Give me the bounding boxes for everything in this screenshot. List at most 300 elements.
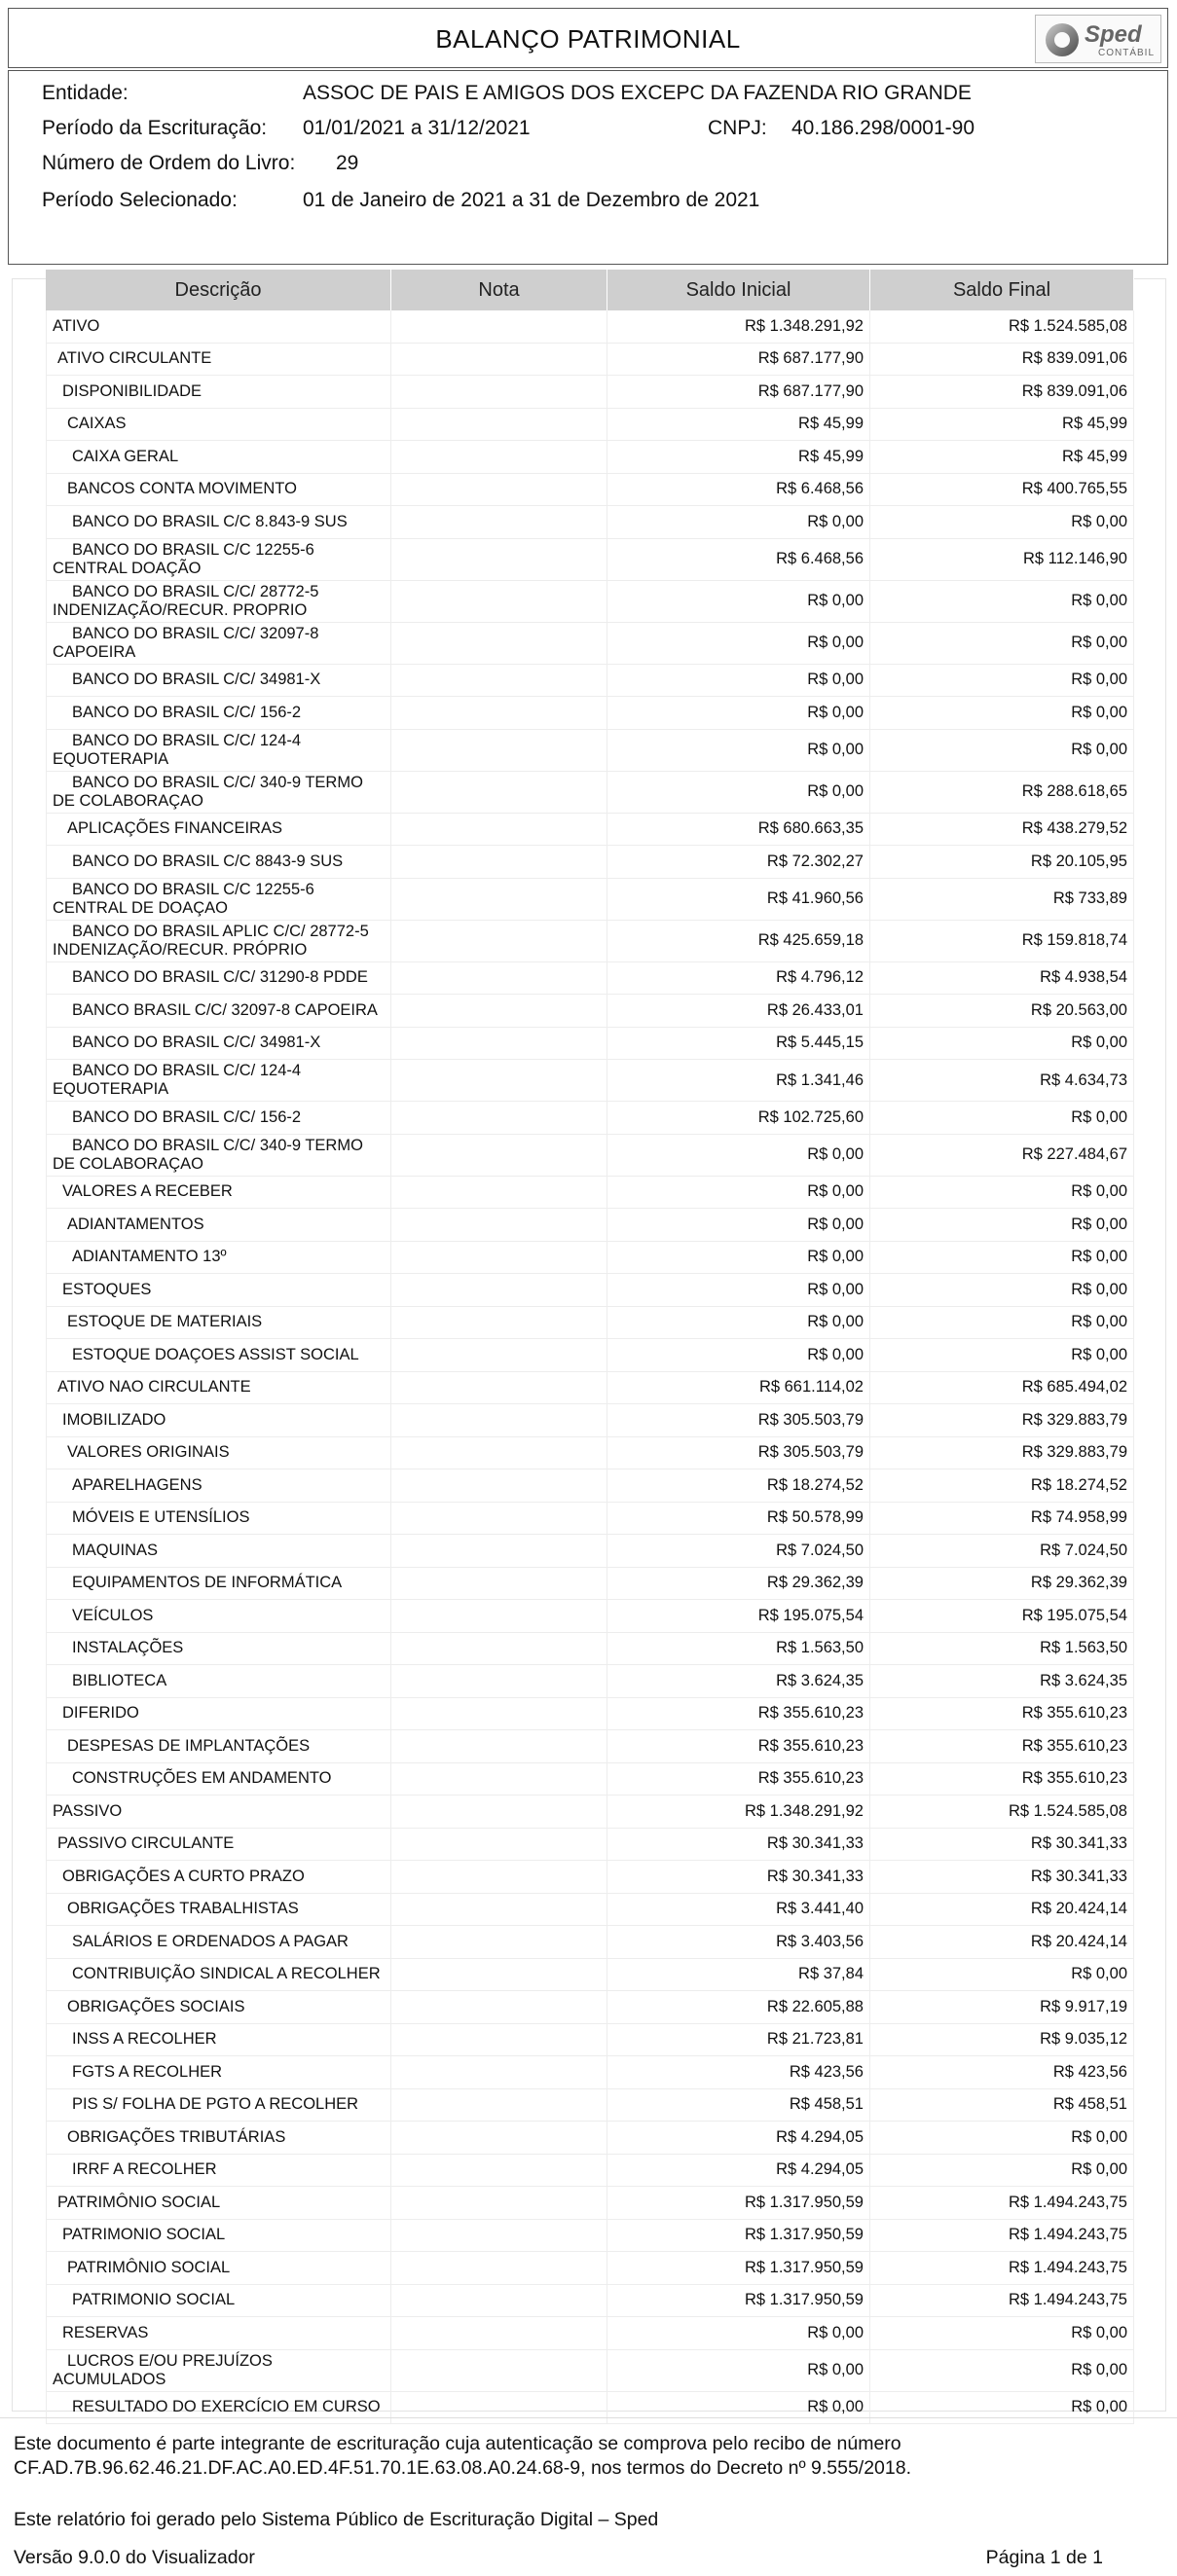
row-description — [46, 1339, 391, 1372]
row-saldo-final: R$ 0,00 — [870, 1307, 1134, 1340]
table-row — [46, 1372, 1134, 1405]
row-description-text — [47, 1346, 359, 1364]
row-saldo-final: R$ 18.274,52 — [870, 1469, 1134, 1503]
row-nota — [391, 1404, 607, 1437]
row-nota — [391, 2089, 607, 2122]
row-saldo-inicial: R$ 37,84 — [607, 1959, 870, 1992]
row-nota — [391, 2392, 607, 2425]
table-row — [46, 1242, 1134, 1275]
row-saldo-final: R$ 685.494,02 — [870, 1372, 1134, 1405]
row-saldo-inicial: R$ 3.441,40 — [607, 1894, 870, 1927]
row-saldo-final: R$ 0,00 — [870, 506, 1134, 539]
table-row — [46, 1568, 1134, 1601]
row-description — [46, 730, 391, 772]
row-saldo-inicial: R$ 5.445,15 — [607, 1028, 870, 1061]
row-nota — [391, 1861, 607, 1894]
row-description — [46, 474, 391, 507]
row-nota — [391, 539, 607, 581]
table-row — [46, 1307, 1134, 1340]
row-saldo-inicial: R$ 305.503,79 — [607, 1437, 870, 1470]
row-saldo-inicial: R$ 0,00 — [607, 1339, 870, 1372]
table-row — [46, 962, 1134, 996]
row-description-line1: BANCO DO BRASIL C/C 8.843-9 SUS — [72, 512, 348, 530]
sped-logo-subtext: CONTÁBIL — [1098, 48, 1156, 58]
row-description-line1: BANCO BRASIL C/C/ 32097-8 CAPOEIRA — [72, 1000, 378, 1019]
table-row — [46, 1763, 1134, 1796]
table-row — [46, 665, 1134, 698]
row-saldo-final: R$ 0,00 — [870, 2350, 1134, 2392]
row-nota — [391, 1633, 607, 1666]
row-saldo-final: R$ 0,00 — [870, 697, 1134, 730]
row-nota — [391, 1060, 607, 1102]
row-nota — [391, 1135, 607, 1177]
row-nota — [391, 2285, 607, 2318]
entidade-value: ASSOC DE PAIS E AMIGOS DOS EXCEPC DA FAZENDA RIO GRANDE — [303, 82, 972, 104]
row-nota — [391, 441, 607, 474]
row-description — [46, 995, 391, 1028]
row-description — [46, 2317, 391, 2350]
row-saldo-inicial: R$ 1.341,46 — [607, 1060, 870, 1102]
row-description — [46, 581, 391, 623]
row-nota — [391, 1503, 607, 1536]
table-row — [46, 1829, 1134, 1862]
row-description — [46, 1274, 391, 1307]
row-nota — [391, 2056, 607, 2089]
row-description-line1: OBRIGAÇÕES A CURTO PRAZO — [62, 1867, 305, 1885]
row-description — [46, 2220, 391, 2253]
table-row — [46, 1028, 1134, 1061]
row-description — [46, 1633, 391, 1666]
row-description-line1: BANCO DO BRASIL C/C/ 32097-8 — [72, 624, 319, 642]
table-row — [46, 1404, 1134, 1437]
footer-authentication-line2: CF.AD.7B.96.62.46.21.DF.AC.A0.ED.4F.51.70.1E.63.08.A0.24.68-9, nos termos do Decreto nº 9.555/2018. — [14, 2457, 912, 2479]
header-nota: Nota — [391, 270, 607, 310]
row-description-line1: VEÍCULOS — [72, 1606, 154, 1624]
row-saldo-inicial: R$ 0,00 — [607, 1242, 870, 1275]
row-description-line1: BANCO DO BRASIL C/C/ 31290-8 PDDE — [72, 968, 368, 987]
table-row — [46, 1102, 1134, 1135]
row-description — [46, 1177, 391, 1210]
row-description-line1: ADIANTAMENTOS — [67, 1215, 204, 1233]
table-row — [46, 2089, 1134, 2122]
row-description-line1: ESTOQUE DE MATERIAIS — [67, 1313, 263, 1331]
row-description-line1: BANCO DO BRASIL C/C/ 156-2 — [72, 703, 302, 721]
row-saldo-final: R$ 733,89 — [870, 879, 1134, 921]
row-nota — [391, 506, 607, 539]
row-saldo-inicial: R$ 45,99 — [607, 409, 870, 442]
row-description — [46, 921, 391, 962]
row-saldo-final: R$ 0,00 — [870, 1242, 1134, 1275]
row-description-line2: DE COLABORAÇAO — [53, 1154, 203, 1173]
row-description-text — [47, 1108, 301, 1127]
row-description-text — [47, 1574, 342, 1592]
table-body — [46, 310, 1134, 2424]
row-description — [46, 1535, 391, 1568]
row-nota — [391, 1698, 607, 1731]
row-nota — [391, 962, 607, 996]
row-description-text — [47, 1998, 244, 2016]
table-row — [46, 2317, 1134, 2350]
header-saldo-inicial: Saldo Inicial — [607, 270, 870, 310]
row-saldo-inicial: R$ 50.578,99 — [607, 1503, 870, 1536]
row-saldo-final: R$ 1.524.585,08 — [870, 310, 1134, 344]
row-saldo-final: R$ 29.362,39 — [870, 1568, 1134, 1601]
table-row — [46, 2024, 1134, 2057]
row-description-text — [47, 415, 127, 433]
table-row — [46, 1469, 1134, 1503]
row-description — [46, 1242, 391, 1275]
row-description-line1: RESERVAS — [62, 2323, 149, 2341]
row-description-text — [47, 1900, 299, 1918]
row-saldo-inicial: R$ 4.796,12 — [607, 962, 870, 996]
row-saldo-inicial: R$ 423,56 — [607, 2056, 870, 2089]
row-description-text — [47, 732, 301, 769]
row-saldo-final: R$ 0,00 — [870, 1209, 1134, 1242]
row-description-line1: BANCO DO BRASIL C/C 12255-6 — [72, 880, 314, 898]
row-saldo-inicial: R$ 18.274,52 — [607, 1469, 870, 1503]
row-description-text — [47, 583, 318, 620]
row-nota — [391, 2252, 607, 2285]
table-row — [46, 1135, 1134, 1177]
row-description — [46, 1698, 391, 1731]
table-row — [46, 1339, 1134, 1372]
row-description-line1: INSTALAÇÕES — [72, 1639, 184, 1657]
row-description — [46, 962, 391, 996]
table-row — [46, 772, 1134, 814]
row-nota — [391, 2220, 607, 2253]
row-saldo-inicial: R$ 680.663,35 — [607, 814, 870, 847]
table-row — [46, 1796, 1134, 1829]
row-description — [46, 2089, 391, 2122]
row-description-text — [47, 2128, 285, 2147]
row-description — [46, 1568, 391, 1601]
row-description-line1: BANCO DO BRASIL C/C/ 34981-X — [72, 671, 321, 689]
row-description — [46, 376, 391, 409]
row-saldo-final: R$ 1.494.243,75 — [870, 2220, 1134, 2253]
row-description — [46, 2024, 391, 2057]
row-saldo-final: R$ 1.494.243,75 — [870, 2285, 1134, 2318]
row-nota — [391, 310, 607, 344]
row-saldo-final: R$ 20.424,14 — [870, 1926, 1134, 1959]
row-nota — [391, 1926, 607, 1959]
row-nota — [391, 730, 607, 772]
row-description-line1: CONTRIBUIÇÃO SINDICAL A RECOLHER — [72, 1965, 381, 1983]
periodo-selecionado-label: Período Selecionado: — [42, 189, 238, 211]
row-saldo-inicial: R$ 0,00 — [607, 506, 870, 539]
row-description — [46, 441, 391, 474]
row-description-text — [47, 1965, 381, 1983]
footer-page-number: Página 1 de 1 — [985, 2547, 1103, 2568]
sped-logo-text: Sped — [1085, 21, 1142, 48]
table-row — [46, 1730, 1134, 1763]
row-description-line1: OBRIGAÇÕES SOCIAIS — [67, 1997, 245, 2015]
row-description — [46, 772, 391, 814]
row-saldo-final: R$ 1.494.243,75 — [870, 2252, 1134, 2285]
row-saldo-inicial: R$ 6.468,56 — [607, 474, 870, 507]
table-row — [46, 1274, 1134, 1307]
row-description-line1: ATIVO NAO CIRCULANTE — [57, 1378, 251, 1397]
ordem-label: Número de Ordem do Livro: — [42, 152, 296, 174]
row-description-text — [47, 1281, 151, 1299]
row-nota — [391, 1796, 607, 1829]
row-saldo-inicial: R$ 30.341,33 — [607, 1829, 870, 1862]
row-saldo-inicial: R$ 30.341,33 — [607, 1861, 870, 1894]
row-description-line1: ATIVO CIRCULANTE — [57, 349, 212, 368]
row-description-line1: BANCO DO BRASIL C/C/ 340-9 TERMO — [72, 1136, 363, 1154]
row-description-line1: PATRIMÔNIO SOCIAL — [57, 2193, 221, 2211]
row-nota — [391, 1209, 607, 1242]
row-nota — [391, 1242, 607, 1275]
row-description — [46, 1861, 391, 1894]
row-nota — [391, 2024, 607, 2057]
row-saldo-inicial: R$ 687.177,90 — [607, 344, 870, 377]
row-description — [46, 2155, 391, 2188]
row-description-line1: PIS S/ FOLHA DE PGTO A RECOLHER — [72, 2095, 359, 2114]
row-saldo-inicial: R$ 29.362,39 — [607, 1568, 870, 1601]
table-row — [46, 921, 1134, 962]
row-description-line1: IMOBILIZADO — [62, 1410, 166, 1429]
row-saldo-final: R$ 112.146,90 — [870, 539, 1134, 581]
row-description-line2: CAPOEIRA — [53, 642, 136, 661]
row-nota — [391, 1372, 607, 1405]
row-description-text — [47, 1215, 204, 1234]
row-nota — [391, 1568, 607, 1601]
row-description-text — [47, 1704, 139, 1723]
table-row — [46, 1959, 1134, 1992]
row-description-text — [47, 541, 314, 578]
table-row — [46, 1698, 1134, 1731]
page-title: BALANÇO PATRIMONIAL — [435, 24, 741, 54]
row-saldo-final: R$ 0,00 — [870, 1102, 1134, 1135]
row-saldo-final: R$ 45,99 — [870, 409, 1134, 442]
row-description-line1: BANCO DO BRASIL APLIC C/C/ 28772-5 — [72, 922, 369, 940]
row-description-text — [47, 1542, 158, 1560]
sped-logo-icon — [1046, 23, 1079, 56]
row-nota — [391, 1991, 607, 2024]
row-description — [46, 623, 391, 665]
row-description-text — [47, 968, 368, 987]
row-saldo-inicial: R$ 355.610,23 — [607, 1730, 870, 1763]
row-description-line1: BIBLIOTECA — [72, 1671, 167, 1689]
header-saldo-final: Saldo Final — [870, 270, 1134, 310]
row-nota — [391, 2122, 607, 2155]
row-nota — [391, 995, 607, 1028]
row-saldo-final: R$ 438.279,52 — [870, 814, 1134, 847]
row-description — [46, 846, 391, 879]
table-row — [46, 1060, 1134, 1102]
row-description-line1: VALORES ORIGINAIS — [67, 1443, 230, 1462]
row-description-line1: VALORES A RECEBER — [62, 1182, 233, 1201]
row-saldo-final: R$ 3.624,35 — [870, 1665, 1134, 1698]
row-description-text — [47, 1182, 233, 1201]
table-row — [46, 1665, 1134, 1698]
table-row — [46, 1991, 1134, 2024]
row-description — [46, 1102, 391, 1135]
row-description — [46, 1209, 391, 1242]
row-saldo-final: R$ 355.610,23 — [870, 1763, 1134, 1796]
row-nota — [391, 376, 607, 409]
row-nota — [391, 1894, 607, 1927]
row-saldo-inicial: R$ 458,51 — [607, 2089, 870, 2122]
row-description-line2: EQUOTERAPIA — [53, 1080, 169, 1098]
row-description-text — [47, 2226, 225, 2244]
row-description — [46, 409, 391, 442]
row-saldo-inicial: R$ 6.468,56 — [607, 539, 870, 581]
row-description — [46, 1028, 391, 1061]
row-description-line2: CENTRAL DOAÇÃO — [53, 559, 202, 577]
row-description-line1: DISPONIBILIDADE — [62, 381, 202, 400]
row-saldo-final: R$ 458,51 — [870, 2089, 1134, 2122]
row-description-line1: OBRIGAÇÕES TRIBUTÁRIAS — [67, 2127, 286, 2146]
row-description — [46, 665, 391, 698]
row-description — [46, 1437, 391, 1470]
row-saldo-inicial: R$ 0,00 — [607, 772, 870, 814]
table-row — [46, 474, 1134, 507]
row-description-text — [47, 671, 320, 689]
table-row — [46, 2122, 1134, 2155]
row-description-text — [47, 513, 348, 531]
row-description — [46, 1307, 391, 1340]
row-saldo-inicial: R$ 1.348.291,92 — [607, 1796, 870, 1829]
table-row — [46, 310, 1134, 344]
table-row — [46, 1177, 1134, 1210]
row-description — [46, 2350, 391, 2392]
row-saldo-final: R$ 20.424,14 — [870, 1894, 1134, 1927]
row-description-text — [47, 480, 297, 498]
row-description-line2: INDENIZAÇÃO/RECUR. PRÓPRIO — [53, 940, 308, 959]
row-saldo-final: R$ 30.341,33 — [870, 1861, 1134, 1894]
row-description-line1: OBRIGAÇÕES TRABALHISTAS — [67, 1900, 299, 1918]
row-saldo-inicial: R$ 0,00 — [607, 623, 870, 665]
row-saldo-inicial: R$ 4.294,05 — [607, 2122, 870, 2155]
row-saldo-inicial: R$ 1.348.291,92 — [607, 310, 870, 344]
table-row — [46, 995, 1134, 1028]
row-saldo-inicial: R$ 0,00 — [607, 1135, 870, 1177]
row-description — [46, 2252, 391, 2285]
row-description-text — [47, 2063, 222, 2082]
row-description-text — [47, 1443, 230, 1462]
row-description-line1: BANCO DO BRASIL C/C/ 156-2 — [72, 1107, 302, 1126]
row-saldo-inicial: R$ 1.317.950,59 — [607, 2285, 870, 2318]
row-saldo-final: R$ 0,00 — [870, 2392, 1134, 2425]
row-description-text — [47, 923, 369, 960]
row-description — [46, 1991, 391, 2024]
row-description-text — [47, 2194, 220, 2212]
row-description-line1: APLICAÇÕES FINANCEIRAS — [67, 819, 282, 838]
row-description-line2: INDENIZAÇÃO/RECUR. PROPRIO — [53, 600, 308, 619]
row-nota — [391, 623, 607, 665]
row-description-line1: ADIANTAMENTO 13º — [72, 1248, 227, 1266]
row-saldo-final: R$ 7.024,50 — [870, 1535, 1134, 1568]
table-row — [46, 1926, 1134, 1959]
row-description — [46, 2285, 391, 2318]
row-description — [46, 1926, 391, 1959]
row-description-line1: CONSTRUÇÕES EM ANDAMENTO — [72, 1769, 332, 1788]
row-description-line1: SALÁRIOS E ORDENADOS A PAGAR — [72, 1932, 349, 1950]
row-description-line1: PASSIVO CIRCULANTE — [57, 1834, 235, 1853]
table-row — [46, 697, 1134, 730]
row-description — [46, 1796, 391, 1829]
row-saldo-inicial: R$ 1.317.950,59 — [607, 2252, 870, 2285]
table-row — [46, 409, 1134, 442]
row-saldo-inicial: R$ 0,00 — [607, 2317, 870, 2350]
row-description-text — [47, 2030, 217, 2049]
row-description-text — [47, 625, 318, 662]
table-row — [46, 1894, 1134, 1927]
row-nota — [391, 2317, 607, 2350]
row-nota — [391, 1307, 607, 1340]
row-description-text — [47, 1476, 202, 1495]
row-saldo-final: R$ 839.091,06 — [870, 344, 1134, 377]
row-description-text — [47, 1248, 227, 1266]
row-nota — [391, 581, 607, 623]
row-description-text — [47, 1639, 183, 1657]
row-description — [46, 1372, 391, 1405]
row-description-text — [47, 1062, 301, 1099]
row-nota — [391, 1469, 607, 1503]
row-description — [46, 1894, 391, 1927]
row-description-line1: DESPESAS DE IMPLANTAÇÕES — [67, 1736, 311, 1755]
row-nota — [391, 879, 607, 921]
row-saldo-inicial: R$ 45,99 — [607, 441, 870, 474]
row-description — [46, 2122, 391, 2155]
row-description-text — [47, 448, 178, 466]
row-saldo-inicial: R$ 3.403,56 — [607, 1926, 870, 1959]
row-description-text — [47, 1001, 378, 1020]
row-nota — [391, 697, 607, 730]
row-saldo-inicial: R$ 0,00 — [607, 1177, 870, 1210]
row-nota — [391, 772, 607, 814]
row-nota — [391, 409, 607, 442]
table-row — [46, 1633, 1134, 1666]
footer-divider — [0, 2417, 1177, 2418]
row-description-text — [47, 1834, 234, 1853]
row-nota — [391, 1959, 607, 1992]
row-saldo-inicial: R$ 355.610,23 — [607, 1763, 870, 1796]
row-description-line1: PATRIMONIO SOCIAL — [72, 2291, 236, 2309]
row-saldo-final: R$ 0,00 — [870, 1959, 1134, 1992]
row-saldo-final: R$ 0,00 — [870, 1274, 1134, 1307]
row-description — [46, 1665, 391, 1698]
row-description-text — [47, 2259, 230, 2277]
row-saldo-final: R$ 288.618,65 — [870, 772, 1134, 814]
table-row — [46, 376, 1134, 409]
row-description-line1: BANCO DO BRASIL C/C/ 124-4 — [72, 731, 302, 749]
row-description-text — [47, 774, 363, 811]
row-description-text — [47, 704, 301, 722]
row-saldo-final: R$ 400.765,55 — [870, 474, 1134, 507]
row-saldo-final: R$ 839.091,06 — [870, 376, 1134, 409]
row-nota — [391, 1730, 607, 1763]
row-saldo-inicial: R$ 0,00 — [607, 581, 870, 623]
row-nota — [391, 344, 607, 377]
sped-logo — [1035, 15, 1161, 63]
row-saldo-final: R$ 1.494.243,75 — [870, 2187, 1134, 2220]
row-description-line1: PASSIVO — [53, 1801, 123, 1820]
table-row — [46, 2350, 1134, 2392]
row-saldo-final: R$ 329.883,79 — [870, 1437, 1134, 1470]
footer-generated-by: Este relatório foi gerado pelo Sistema Público de Escrituração Digital – Sped — [14, 2509, 659, 2530]
row-saldo-inicial: R$ 102.725,60 — [607, 1102, 870, 1135]
table-row — [46, 581, 1134, 623]
table-row — [46, 1600, 1134, 1633]
periodo-value: 01/01/2021 a 31/12/2021 — [303, 117, 531, 139]
row-saldo-final: R$ 195.075,54 — [870, 1600, 1134, 1633]
row-nota — [391, 1600, 607, 1633]
row-saldo-inicial: R$ 0,00 — [607, 2350, 870, 2392]
row-nota — [391, 1535, 607, 1568]
row-saldo-final: R$ 0,00 — [870, 2155, 1134, 2188]
